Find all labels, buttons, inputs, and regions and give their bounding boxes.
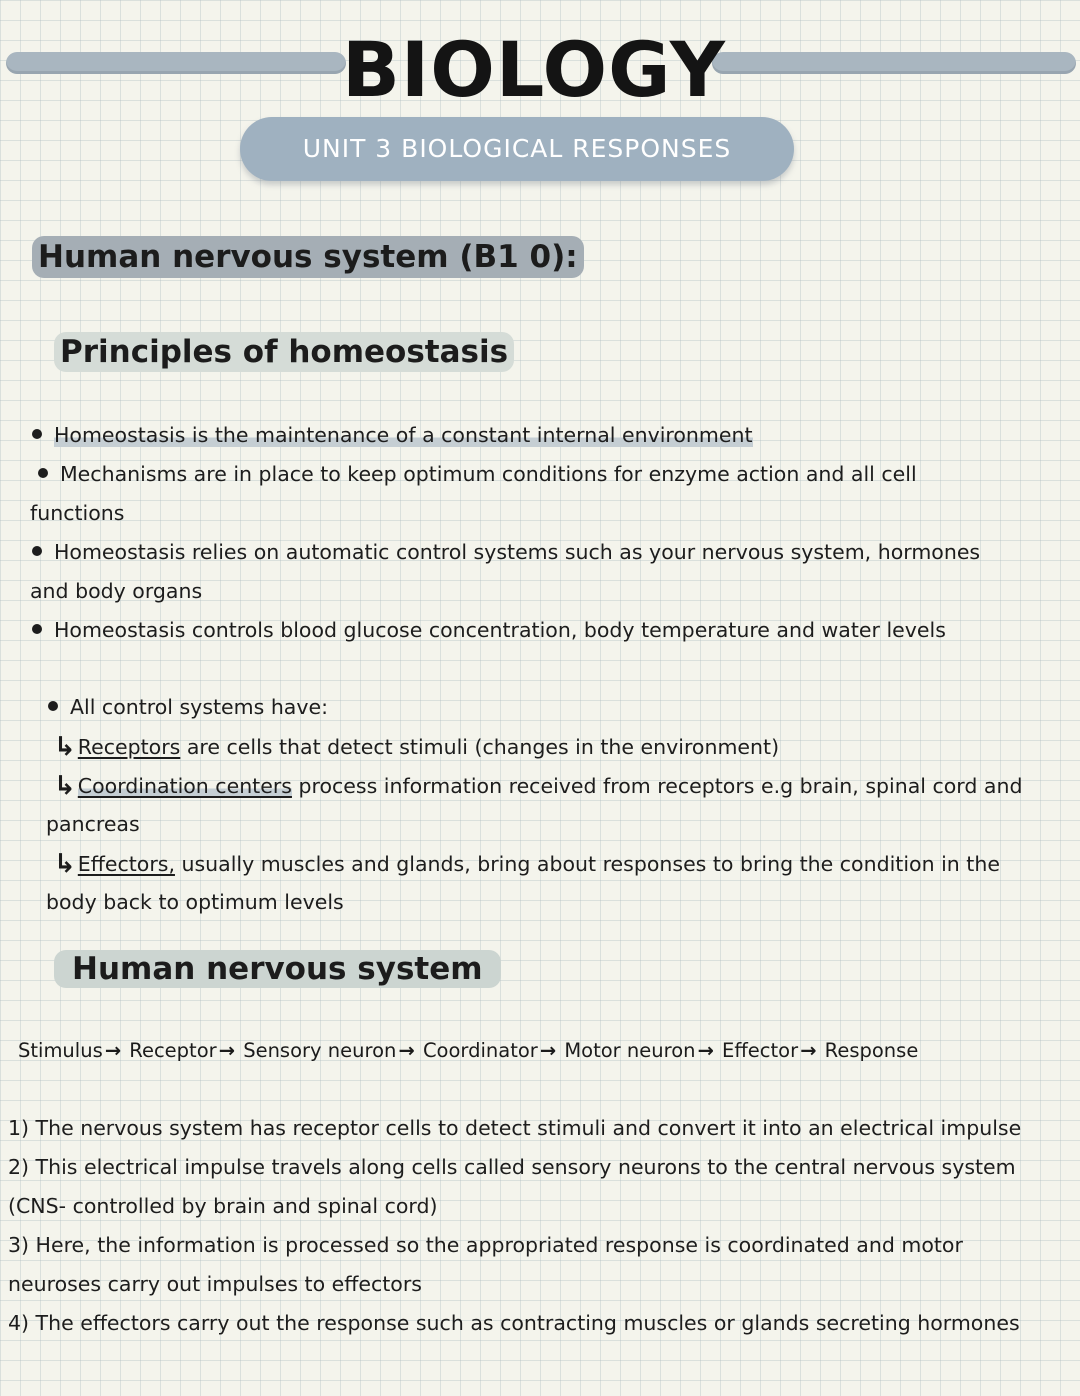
bullet-item bbox=[38, 459, 917, 489]
control-systems-item bbox=[48, 692, 328, 722]
step-line: (CNS- controlled by brain and spinal cord) bbox=[8, 1194, 438, 1218]
bullet-text: Mechanisms are in place to keep optimum conditions for enzyme action and all cell bbox=[60, 462, 917, 486]
receptors-item bbox=[54, 731, 779, 762]
bullet-dot bbox=[32, 429, 42, 439]
flow-arrow-icon: → bbox=[104, 1039, 122, 1062]
effectors-item bbox=[54, 848, 1000, 879]
coordination-continuation: pancreas bbox=[46, 812, 140, 836]
step-line: neuroses carry out impulses to effectors bbox=[8, 1272, 422, 1296]
effectors-text: usually muscles and glands, bring about responses to bring the condition in the bbox=[174, 852, 1000, 876]
bullet-continuation: and body organs bbox=[30, 579, 203, 603]
coordination-term: Coordination centers bbox=[77, 774, 292, 798]
receptors-term: Receptors bbox=[77, 735, 181, 759]
flow-arrow-icon: → bbox=[800, 1039, 817, 1062]
section-heading: Human nervous system (B1 0): bbox=[32, 236, 584, 278]
sub-arrow-icon: ↳ bbox=[54, 849, 76, 879]
step-line: 2) This electrical impulse travels along cells called sensory neurons to the central nervous system bbox=[8, 1155, 1016, 1179]
principles-heading: Principles of homeostasis bbox=[54, 332, 514, 372]
bullet-text: Homeostasis relies on automatic control systems such as your nervous system, hormones bbox=[54, 540, 981, 564]
bullet-dot bbox=[48, 701, 58, 711]
coordination-text: process information received from receptors e.g brain, spinal cord and bbox=[291, 774, 1023, 798]
sub-arrow-icon: ↳ bbox=[54, 771, 76, 801]
effectors-term: Effectors, bbox=[77, 852, 175, 876]
flow-step: Stimulus bbox=[18, 1039, 103, 1062]
flow-step: Motor neuron bbox=[564, 1039, 696, 1062]
bullet-text: Homeostasis controls blood glucose concentration, body temperature and water levels bbox=[54, 618, 946, 642]
page-title: BIOLOGY bbox=[342, 25, 726, 114]
effectors-continuation: body back to optimum levels bbox=[46, 890, 344, 914]
flow-step: Coordinator bbox=[422, 1039, 538, 1062]
flow-step: Receptor bbox=[129, 1039, 217, 1062]
bullet-item bbox=[32, 537, 980, 567]
step-line: 4) The effectors carry out the response such as contracting muscles or glands secreting hormones bbox=[8, 1311, 1020, 1335]
bullet-text: Homeostasis is the maintenance of a constant internal environment bbox=[54, 423, 753, 447]
flow-arrow-icon: → bbox=[539, 1039, 557, 1062]
bullet-dot bbox=[32, 624, 42, 634]
title-decoration-left bbox=[6, 52, 346, 74]
flow-step: Sensory neuron bbox=[243, 1039, 397, 1062]
flow-arrow-icon: → bbox=[218, 1039, 235, 1062]
flow-arrow-icon: → bbox=[398, 1039, 415, 1062]
bullet-continuation: functions bbox=[30, 501, 125, 525]
step-line: 3) Here, the information is processed so the appropriated response is coordinated and motor bbox=[8, 1233, 963, 1257]
flow-step: Effector bbox=[722, 1039, 799, 1062]
bullet-item bbox=[32, 420, 753, 450]
bullet-item bbox=[32, 615, 946, 645]
receptors-text: are cells that detect stimuli (changes in the environment) bbox=[180, 735, 780, 759]
unit-badge: UNIT 3 BIOLOGICAL RESPONSES bbox=[240, 117, 794, 181]
step-line: 1) The nervous system has receptor cells to detect stimuli and convert it into an electrical impulse bbox=[8, 1116, 1022, 1140]
nervous-flow bbox=[18, 1036, 918, 1066]
sub-arrow-icon: ↳ bbox=[54, 732, 76, 762]
flow-arrow-icon: → bbox=[697, 1039, 714, 1062]
title-decoration-right bbox=[712, 52, 1076, 74]
flow-step: Response bbox=[824, 1039, 919, 1062]
control-systems-intro: All control systems have: bbox=[70, 695, 329, 719]
bullet-dot bbox=[32, 546, 42, 556]
nervous-system-heading: Human nervous system bbox=[54, 950, 501, 988]
bullet-dot bbox=[38, 468, 48, 478]
coordination-item bbox=[54, 770, 1022, 801]
